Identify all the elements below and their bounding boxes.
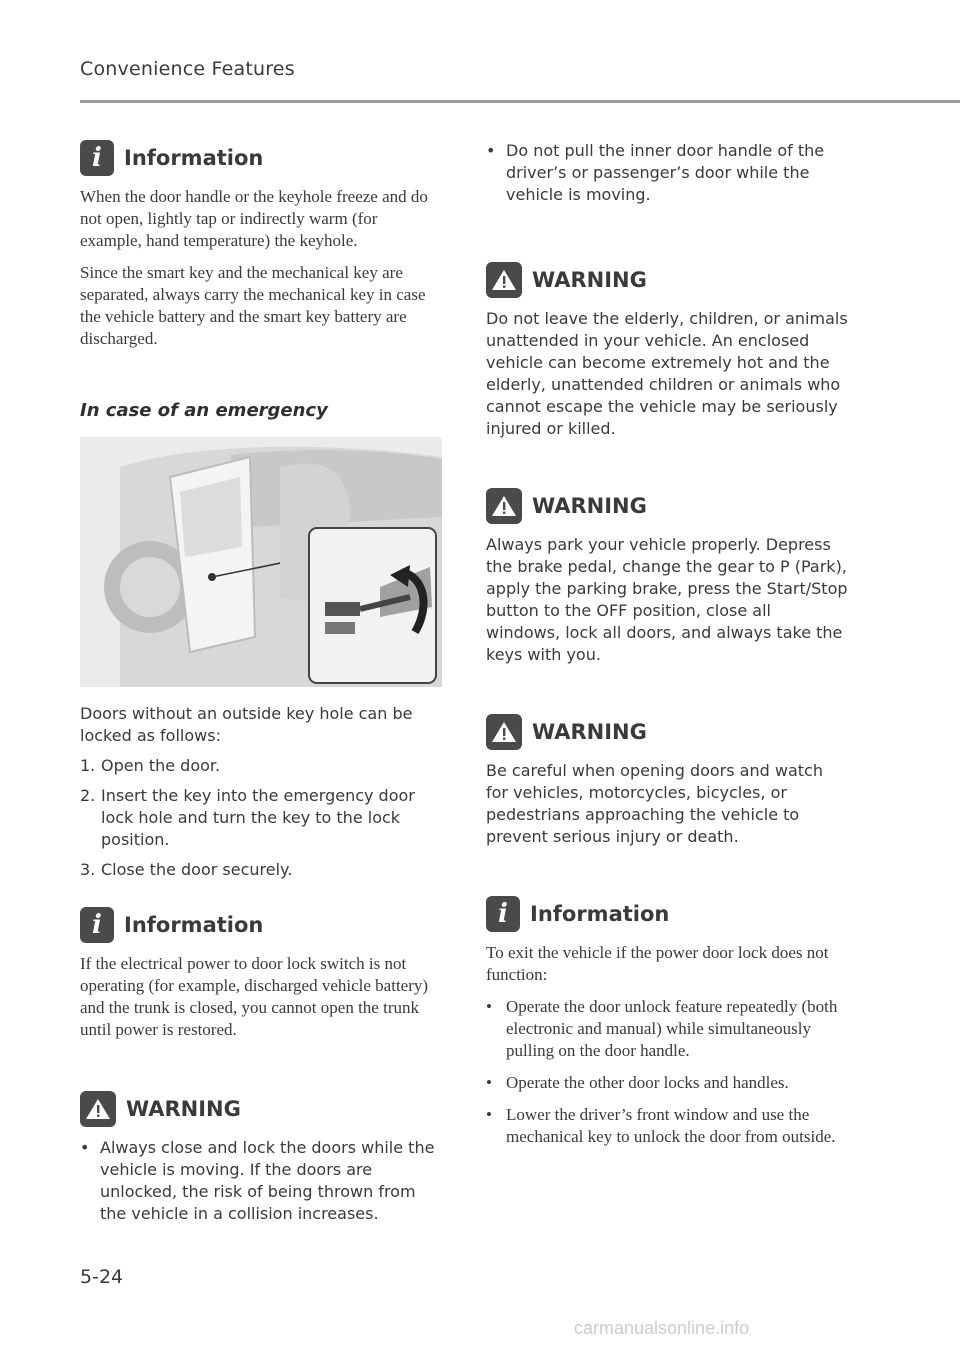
warning-title: WARNING bbox=[486, 488, 848, 524]
information-paragraph: When the door handle or the keyhole freeze and do not open, lightly tap or indirectly warm (for example, hand temperature) the keyhole. bbox=[80, 187, 428, 250]
warning-box-park bbox=[486, 488, 848, 666]
information-box-exit bbox=[486, 896, 848, 1148]
step-item: 1. Open the door. bbox=[80, 756, 221, 775]
warning-box-opening-doors bbox=[486, 714, 848, 848]
warning-box-close-doors bbox=[80, 1091, 442, 1225]
emergency-door-lock-illustration bbox=[80, 437, 442, 687]
warning-bullet: • Always close and lock the doors while the vehicle is moving. If the doors are unlocked, the risk of being thrown from the vehicle in a collision increases. bbox=[80, 1138, 435, 1223]
watermark: carmanualsonline.info bbox=[574, 1318, 750, 1338]
page-number: 5-24 bbox=[80, 1266, 124, 1288]
information-paragraph: To exit the vehicle if the power door lock does not function: bbox=[486, 943, 829, 984]
information-box-trunk bbox=[80, 907, 442, 1041]
left-column bbox=[80, 140, 442, 1233]
warning-triangle-icon bbox=[80, 1091, 116, 1127]
page-header-title: Convenience Features bbox=[80, 58, 295, 80]
information-bullet: • Lower the driver’s front window and use the mechanical key to unlock the door from outside. bbox=[486, 1105, 836, 1146]
step-item: 2. Insert the key into the emergency door lock hole and turn the key to the lock position. bbox=[80, 786, 415, 849]
warning-triangle-icon bbox=[486, 714, 522, 750]
warning-title: WARNING bbox=[486, 262, 848, 298]
warning-text: Do not leave the elderly, children, or animals unattended in your vehicle. An enclosed vehicle can become extremely hot and the elderly, unattended children or animals who cannot escape the vehicle may be seriously injured or killed. bbox=[486, 309, 848, 438]
warning-title: WARNING bbox=[80, 1091, 442, 1127]
warning-title: WARNING bbox=[486, 714, 848, 750]
information-paragraph: Since the smart key and the mechanical key are separated, always carry the mechanical key in case the vehicle battery and the smart key battery are discharged. bbox=[80, 263, 426, 348]
car-door-illustration bbox=[80, 437, 442, 687]
warning-text: Be careful when opening doors and watch for vehicles, motorcycles, bicycles, or pedestrians approaching the vehicle to prevent serious injury or death. bbox=[486, 761, 823, 846]
step-item: 3. Close the door securely. bbox=[80, 860, 293, 879]
information-icon: i bbox=[80, 907, 114, 943]
warning-text: Always park your vehicle properly. Depress the brake pedal, change the gear to P (Park), apply the parking brake, press the Start/Stop button to the OFF position, close all windows, lock all doors, and always take the keys with you. bbox=[486, 535, 848, 664]
emergency-intro-text: Doors without an outside key hole can be locked as follows: bbox=[80, 704, 413, 745]
information-box-keyhole bbox=[80, 140, 442, 350]
information-title: i Information bbox=[80, 140, 442, 176]
section-heading: In case of an emergency bbox=[80, 400, 328, 421]
information-bullet: • Operate the other door locks and handles. bbox=[486, 1073, 789, 1092]
information-title: i Information bbox=[80, 907, 442, 943]
information-paragraph: If the electrical power to door lock switch is not operating (for example, discharged vehicle battery) and the trunk is closed, you cannot open the trunk until power is restored. bbox=[80, 954, 429, 1039]
warning-triangle-icon bbox=[486, 262, 522, 298]
warning-triangle-icon bbox=[486, 488, 522, 524]
information-title: i Information bbox=[486, 896, 848, 932]
warning-bullet-continued: • Do not pull the inner door handle of the driver’s or passenger’s door while the vehicle is moving. bbox=[486, 141, 825, 204]
right-column bbox=[486, 140, 848, 1158]
information-bullet: • Operate the door unlock feature repeatedly (both electronic and manual) while simultaneously pulling on the door handle. bbox=[486, 997, 838, 1060]
warning-box-unattended bbox=[486, 262, 848, 440]
information-icon: i bbox=[80, 140, 114, 176]
information-icon: i bbox=[486, 896, 520, 932]
header-divider bbox=[80, 100, 960, 103]
